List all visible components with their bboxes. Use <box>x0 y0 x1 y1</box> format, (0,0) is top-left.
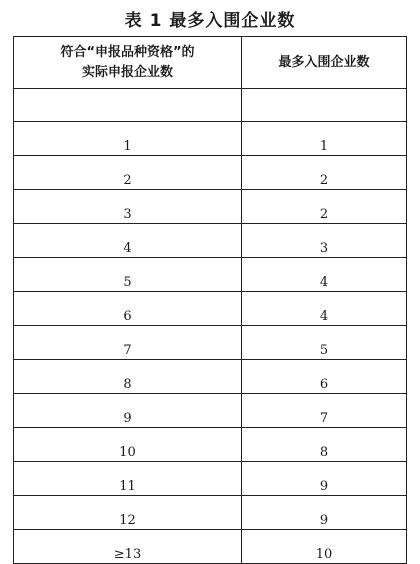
cell-max-shortlisted: 1 <box>242 122 407 156</box>
table-row-blank <box>14 89 407 122</box>
cell-applicants: 3 <box>14 190 242 224</box>
cell-max-shortlisted: 3 <box>242 224 407 258</box>
cell-max-shortlisted: 9 <box>242 462 407 496</box>
cell-applicants: 12 <box>14 496 242 530</box>
cell-applicants: 7 <box>14 326 242 360</box>
table-row <box>14 394 407 428</box>
header-actual-applicants-line1: 符合“申报品种资格”的 <box>60 44 195 60</box>
table-row <box>14 122 407 156</box>
table-row <box>14 156 407 190</box>
cell-max-shortlisted: 2 <box>242 156 407 190</box>
cell-applicants: 11 <box>14 462 242 496</box>
cell-max-shortlisted: 4 <box>242 292 407 326</box>
header-actual-applicants-line2: 实际申报企业数 <box>81 64 173 80</box>
cell-max-shortlisted: 5 <box>242 326 407 360</box>
table-row <box>14 326 407 360</box>
table-cell-blank <box>242 89 407 122</box>
header-actual-applicants <box>14 37 242 89</box>
cell-max-shortlisted: 6 <box>242 360 407 394</box>
table-row <box>14 224 407 258</box>
cell-applicants: 5 <box>14 258 242 292</box>
table-cell-blank <box>14 89 242 122</box>
table-header-row <box>14 37 407 89</box>
cell-applicants: ≥13 <box>14 530 242 564</box>
cell-max-shortlisted: 4 <box>242 258 407 292</box>
cell-applicants: 8 <box>14 360 242 394</box>
cell-applicants: 10 <box>14 428 242 462</box>
header-max-shortlisted: 最多入围企业数 <box>242 37 407 89</box>
table-row <box>14 292 407 326</box>
cell-applicants: 2 <box>14 156 242 190</box>
table-row <box>14 530 407 564</box>
cell-max-shortlisted: 8 <box>242 428 407 462</box>
cell-applicants: 1 <box>14 122 242 156</box>
table-row <box>14 258 407 292</box>
cell-max-shortlisted: 2 <box>242 190 407 224</box>
enterprise-count-table <box>13 36 407 564</box>
cell-applicants: 9 <box>14 394 242 428</box>
table-row <box>14 190 407 224</box>
table-row <box>14 496 407 530</box>
table-row <box>14 360 407 394</box>
table-row <box>14 462 407 496</box>
cell-applicants: 4 <box>14 224 242 258</box>
cell-applicants: 6 <box>14 292 242 326</box>
cell-max-shortlisted: 10 <box>242 530 407 564</box>
cell-max-shortlisted: 7 <box>242 394 407 428</box>
table-row <box>14 428 407 462</box>
table-caption: 表 1 最多入围企业数 <box>124 11 296 31</box>
cell-max-shortlisted: 9 <box>242 496 407 530</box>
